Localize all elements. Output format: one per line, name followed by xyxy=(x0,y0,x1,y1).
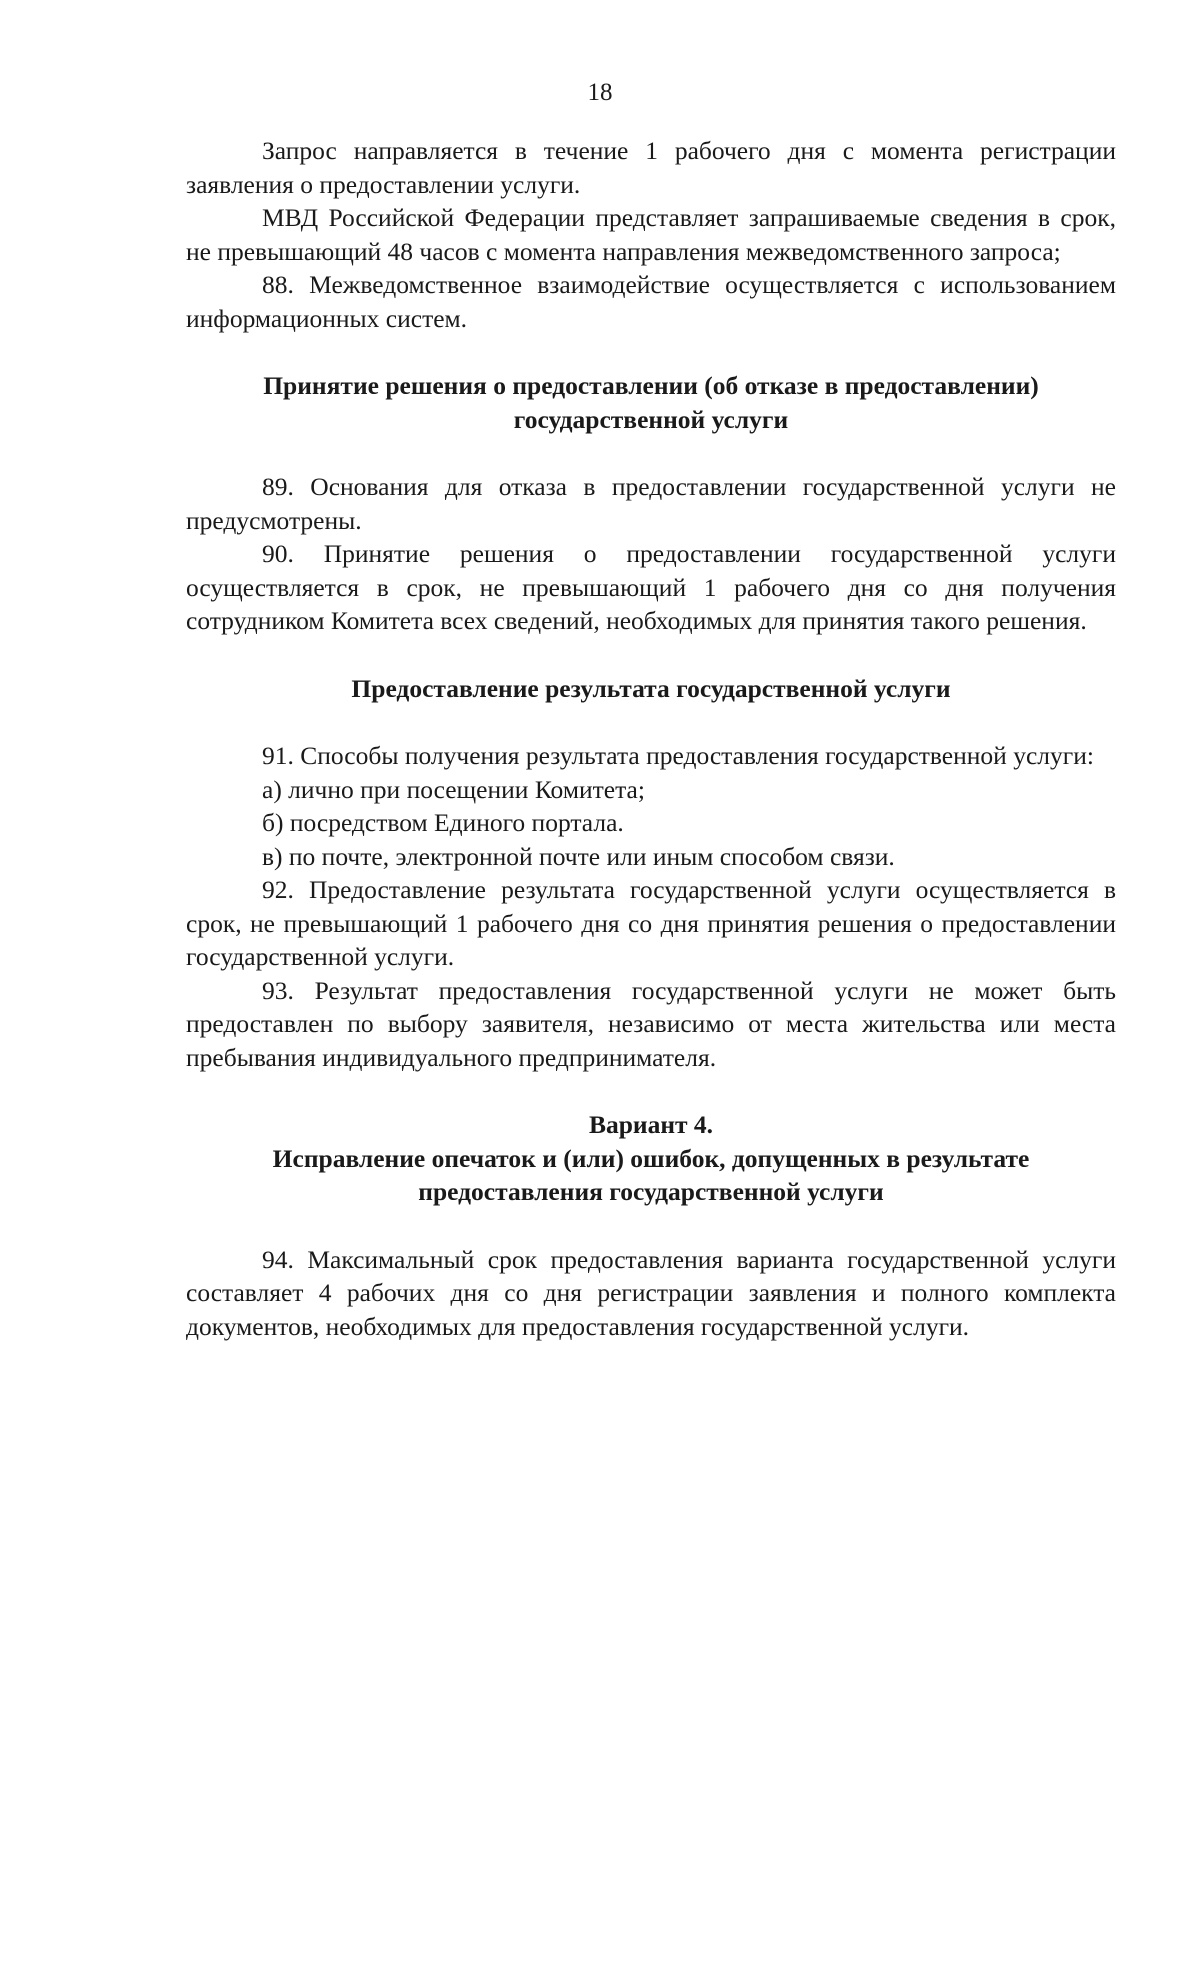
paragraph-request-deadline: Запрос направляется в течение 1 рабочего дня с момента регистрации заявления о предоставлении услуги. xyxy=(186,136,1116,199)
document-body xyxy=(186,134,1116,1343)
paragraph-mvd-response: МВД Российской Федерации представляет запрашиваемые сведения в срок, не превышающий 48 часов с момента направления межведомственного запроса; xyxy=(186,203,1116,266)
paragraph-92: 92. Предоставление результата государственной услуги осуществляется в срок, не превышающий 1 рабочего дня со дня принятия решения о предоставлении государственной услуги. xyxy=(186,875,1116,971)
heading-line: Принятие решения о предоставлении (об отказе в предоставлении) xyxy=(263,371,1039,400)
list-item-c: в) по почте, электронной почте или иным способом связи. xyxy=(262,841,895,871)
heading-line: государственной услуги xyxy=(513,404,789,434)
list-item-a: а) лично при посещении Комитета; xyxy=(262,774,645,804)
paragraph-91: 91. Способы получения результата предоставления государственной услуги: xyxy=(262,741,1094,770)
paragraph-94: 94. Максимальный срок предоставления варианта государственной услуги составляет 4 рабочих дня со дня регистрации заявления и полного комплекта документов, необходимых для предоставления государственной услуги. xyxy=(186,1244,1116,1341)
heading-line: предоставления государственной услуги xyxy=(418,1177,884,1206)
paragraph-93: 93. Результат предоставления государственной услуги не может быть предоставлен по выбору заявителя, независимо от места жительства или места пребывания индивидуального предпринимателя. xyxy=(186,975,1116,1072)
section-heading-variant-4 xyxy=(186,1108,1116,1209)
paragraph-90: 90. Принятие решения о предоставлении государственной услуги осуществляется в срок, не превышающий 1 рабочего дня со дня получения сотрудником Комитета всех сведений, необходимых для принятия такого решения. xyxy=(186,539,1116,635)
paragraph-89: 89. Основания для отказа в предоставлении государственной услуги не предусмотрены. xyxy=(186,472,1116,535)
heading-line: Предоставление результата государственной услуги xyxy=(351,673,951,703)
page-number: 18 xyxy=(587,79,613,106)
section-heading-result xyxy=(186,672,1116,706)
heading-line: Исправление опечаток и (или) ошибок, допущенных в результате xyxy=(272,1143,1030,1173)
section-heading-decision xyxy=(186,369,1116,436)
list-item-b: б) посредством Единого портала. xyxy=(262,808,624,837)
paragraph-88: 88. Межведомственное взаимодействие осуществляется с использованием информационных систем. xyxy=(186,270,1116,333)
heading-line: Вариант 4. xyxy=(588,1110,714,1139)
